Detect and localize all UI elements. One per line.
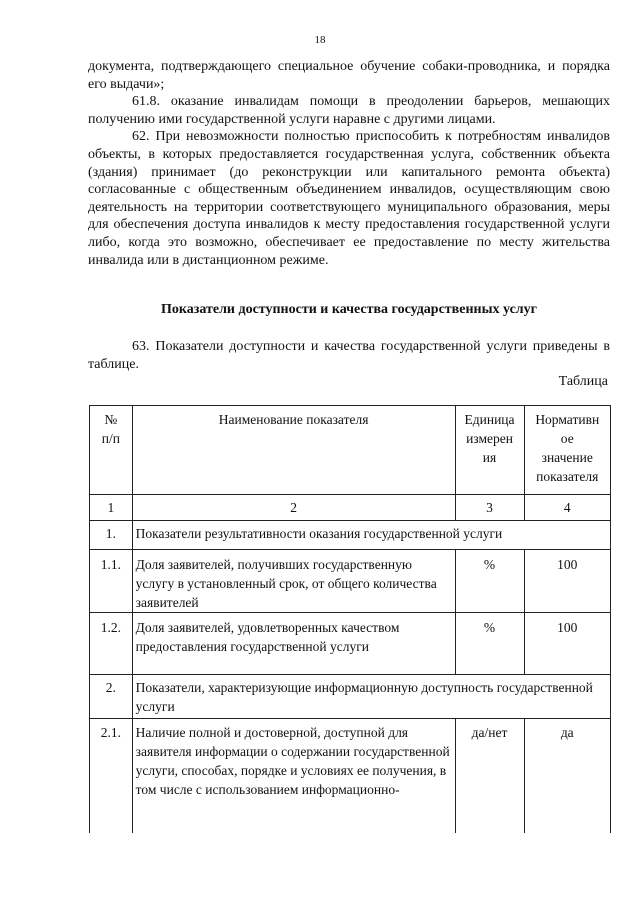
header-number-line1: № xyxy=(104,412,118,427)
row-number: 2.1. xyxy=(90,719,133,834)
column-number: 1 xyxy=(90,495,133,521)
paragraph-61-8: 61.8. оказание инвалидам помощи в преодолении барьеров, мешающих получению ими государственной услуги наравне с другими лицами. xyxy=(88,94,610,127)
indicator-value: 100 xyxy=(524,613,611,675)
indicator-unit: % xyxy=(455,613,524,675)
column-number: 2 xyxy=(132,495,455,521)
indicator-name: Наличие полной и достоверной, доступной для заявителя информации о содержании государственной услуги, способах, порядке и условиях ее получения, в том числе с использованием информационно- xyxy=(132,719,455,834)
table-row xyxy=(90,719,611,834)
column-number: 3 xyxy=(455,495,524,521)
indicator-unit: % xyxy=(455,550,524,613)
header-norm-line3: значение xyxy=(541,450,593,465)
table-row xyxy=(90,550,611,613)
section-title: Показатели, характеризующие информационную доступность государственной услуги xyxy=(132,675,610,719)
header-name: Наименование показателя xyxy=(132,406,455,495)
indicator-value: 100 xyxy=(524,550,611,613)
section-title: Показатели результативности оказания государственной услуги xyxy=(132,521,610,550)
column-number-row xyxy=(90,495,611,521)
header-unit-line3: ия xyxy=(482,450,497,465)
header-unit xyxy=(455,406,524,495)
header-norm xyxy=(524,406,611,495)
header-unit-line2: измерен xyxy=(466,431,513,446)
paragraph-63-block xyxy=(88,338,610,373)
body-text xyxy=(88,58,610,269)
row-number: 1.2. xyxy=(90,613,133,675)
paragraph-continuation: документа, подтверждающего специальное обучение собаки-проводника, и порядка его выдачи»; xyxy=(88,59,610,92)
page-number: 18 xyxy=(314,34,326,46)
row-number: 2. xyxy=(90,675,133,719)
section-heading: Показатели доступности и качества государственных услуг xyxy=(160,302,538,317)
header-number-line2: п/п xyxy=(101,431,120,446)
indicators-table xyxy=(89,405,611,833)
header-norm-line1: Нормативн xyxy=(535,412,600,427)
table-row xyxy=(90,521,611,550)
paragraph-63: 63. Показатели доступности и качества государственной услуги приведены в таблице. xyxy=(88,339,610,372)
indicator-name: Доля заявителей, удовлетворенных качеством предоставления государственной услуги xyxy=(132,613,455,675)
header-number xyxy=(90,406,133,495)
table-row xyxy=(90,675,611,719)
row-number: 1. xyxy=(90,521,133,550)
header-norm-line2: ое xyxy=(560,431,574,446)
table-row xyxy=(90,613,611,675)
column-number: 4 xyxy=(524,495,611,521)
indicator-unit: да/нет xyxy=(455,719,524,834)
header-unit-line1: Единица xyxy=(464,412,515,427)
paragraph-62: 62. При невозможности полностью приспособить к потребностям инвалидов объекты, в которых предоставляется государственная услуга, собственник объекта (здания) принимает (до реконструкции или капитального ремонта объекта) согласованные с общественным объединением инвалидов, осуществляющим свою деятельность на территории соответствующего муниципального образования, меры для обеспечения доступа инвалидов к месту предоставления государственной услуги либо, когда это возможно, обеспечивает ее предоставление по месту жительства инвалида или в дистанционном режиме. xyxy=(88,129,610,268)
row-number: 1.1. xyxy=(90,550,133,613)
table-header-row xyxy=(90,406,611,495)
header-norm-line4: показателя xyxy=(536,469,599,484)
indicator-value: да xyxy=(524,719,611,834)
table-caption: Таблица xyxy=(558,374,608,389)
indicator-name: Доля заявителей, получивших государственную услугу в установленный срок, от общего количества заявителей xyxy=(132,550,455,613)
